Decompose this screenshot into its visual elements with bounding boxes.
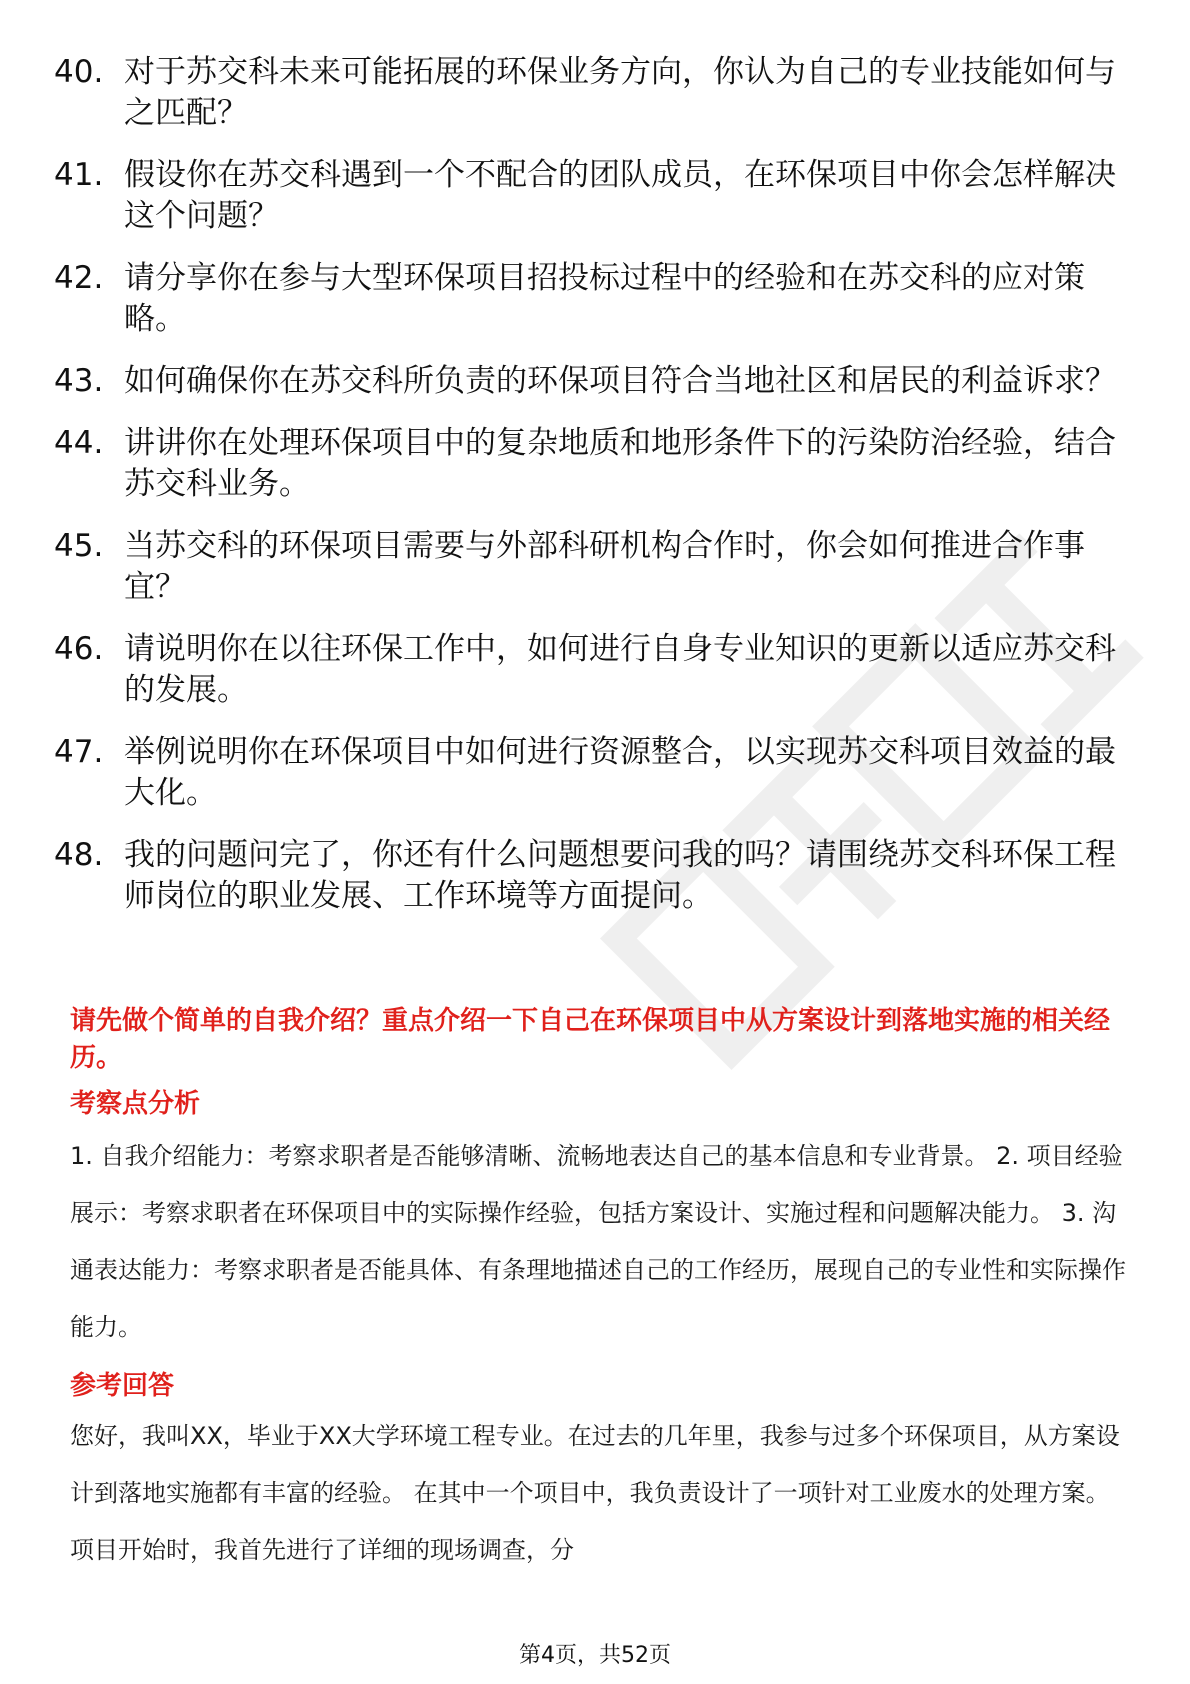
question-number: 42. (54, 260, 104, 296)
question-number: 40. (54, 54, 104, 90)
question-number: 41. (54, 157, 104, 193)
question-item (54, 423, 1134, 505)
question-number: 44. (54, 425, 104, 461)
question-text: 如何确保你在苏交科所负责的环保项目符合当地社区和居民的利益诉求？ (124, 363, 1116, 399)
question-text: 我的问题问完了，你还有什么问题想要问我的吗？请围绕苏交科环保工程师岗位的职业发展、工作环境等方面提问。 (124, 837, 1116, 914)
answer-title: 参考回答 (70, 1371, 175, 1401)
question-text: 当苏交科的环保项目需要与外部科研机构合作时，你会如何推进合作事宜？ (124, 528, 1085, 605)
question-item (54, 258, 1134, 340)
question-item (54, 361, 1134, 402)
analysis-title: 考察点分析 (70, 1089, 201, 1119)
question-number: 46. (54, 631, 104, 667)
question-text: 讲讲你在处理环保项目中的复杂地质和地形条件下的污染防治经验，结合苏交科业务。 (124, 425, 1116, 502)
question-item (54, 526, 1134, 608)
answer-body: 您好，我叫XX，毕业于XX大学环境工程专业。在过去的几年里，我参与过多个环保项目，从方案设计到落地实施都有丰富的经验。 在其中一个项目中，我负责设计了一项针对工业废水的处理方案。项目开始时，我首先进行了详细的现场调查，分 (70, 1422, 1120, 1564)
question-list (54, 52, 1134, 938)
question-item (54, 155, 1134, 237)
question-text: 举例说明你在环保项目中如何进行资源整合，以实现苏交科项目效益的最大化。 (124, 734, 1116, 811)
question-number: 47. (54, 734, 104, 770)
question-number: 43. (54, 363, 104, 399)
analysis-body: 1. 自我介绍能力：考察求职者是否能够清晰、流畅地表达自己的基本信息和专业背景。 2. 项目经验展示：考察求职者在环保项目中的实际操作经验，包括方案设计、实施过程和问题解决能力。 3. 沟通表达能力：考察求职者是否能具体、有条理地描述自己的工作经历，展现自己的专业性和实际操作能力。 (70, 1142, 1126, 1341)
question-text: 请分享你在参与大型环保项目招投标过程中的经验和在苏交科的应对策略。 (124, 260, 1085, 337)
question-text: 请说明你在以往环保工作中，如何进行自身专业知识的更新以适应苏交科的发展。 (124, 631, 1116, 708)
question-text: 对于苏交科未来可能拓展的环保业务方向，你认为自己的专业技能如何与之匹配？ (124, 54, 1116, 131)
highlight-question: 请先做个简单的自我介绍？重点介绍一下自己在环保项目中从方案设计到落地实施的相关经历。 (70, 1006, 1111, 1073)
question-item (54, 835, 1134, 917)
question-item (54, 629, 1134, 711)
question-number: 45. (54, 528, 104, 564)
question-number: 48. (54, 837, 104, 873)
question-text: 假设你在苏交科遇到一个不配合的团队成员，在环保项目中你会怎样解决这个问题？ (124, 157, 1116, 234)
question-item (54, 732, 1134, 814)
page-footer: 第4页，共52页 (519, 1643, 671, 1668)
question-item (54, 52, 1134, 134)
